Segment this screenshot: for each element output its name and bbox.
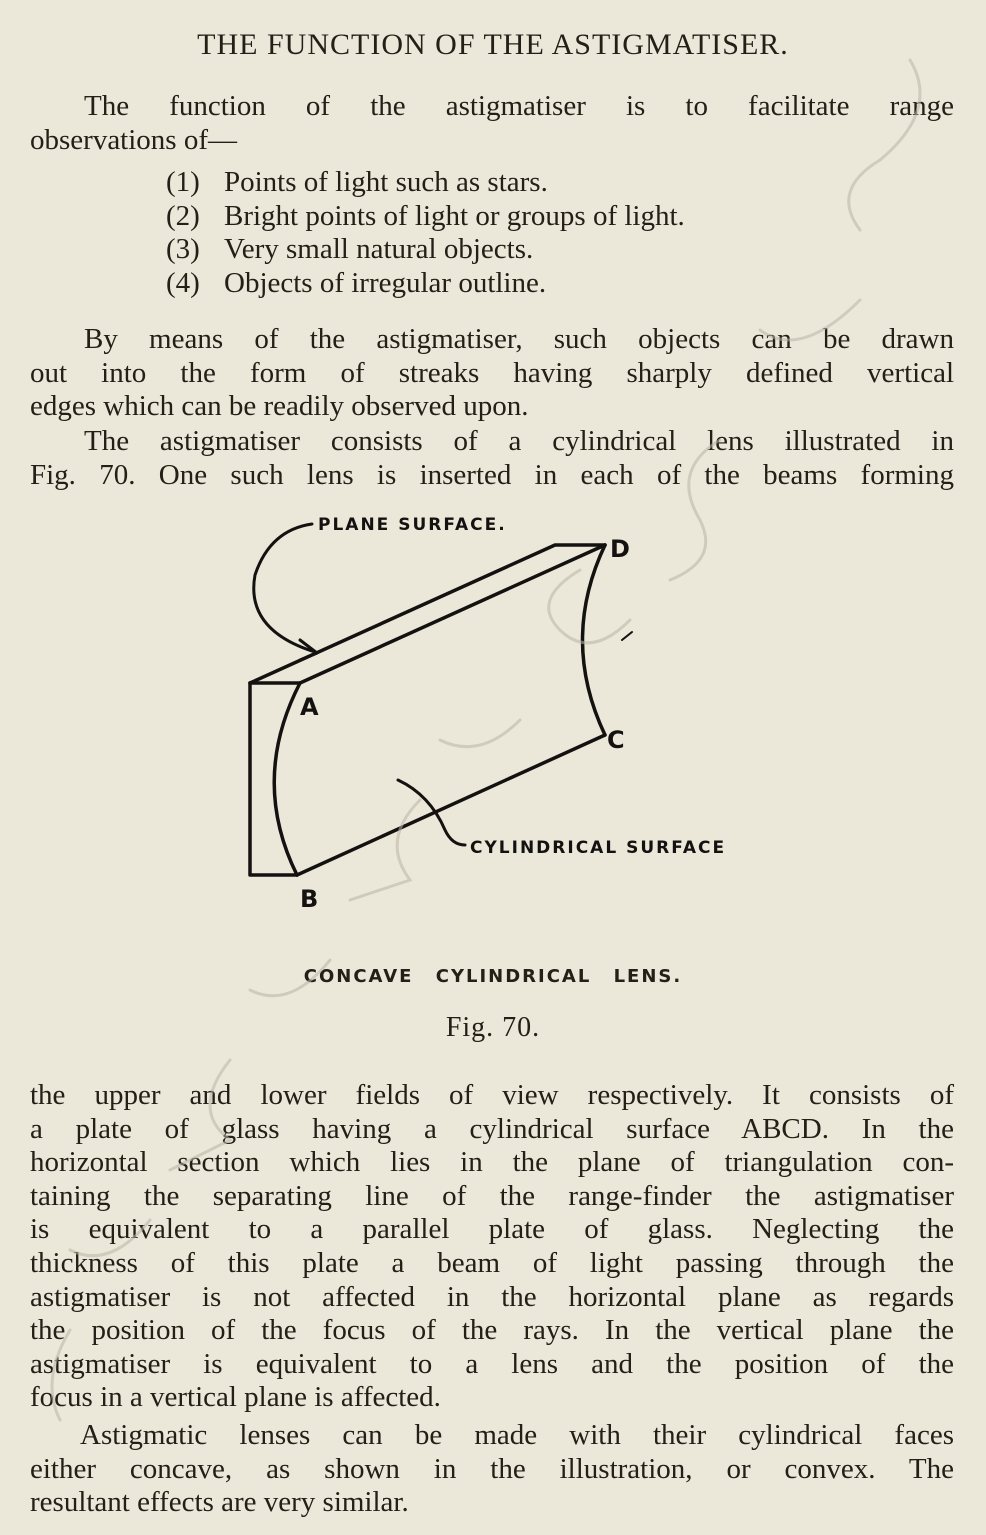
text-line: By means of the astigmatiser, such objects can be drawn	[84, 323, 954, 355]
text-line: astigmatiser is equivalent to a lens and the position of the	[30, 1347, 954, 1380]
text-line: thickness of this plate a beam of light passing through the	[30, 1246, 954, 1279]
paragraph-astigmatic-lenses	[30, 1419, 954, 1520]
plane-surface-pointer	[254, 524, 315, 652]
text-line: Astigmatic lenses can be made with their cylindrical faces	[80, 1419, 954, 1451]
list-number: (4)	[166, 266, 200, 299]
text-line: taining the separating line of the range-finder the astigmatiser	[30, 1179, 954, 1212]
lens-top-inner-edge	[300, 545, 605, 683]
tick-mark	[622, 632, 632, 640]
point-b-label: B	[300, 885, 319, 913]
point-d-label: D	[610, 535, 630, 563]
text-line: astigmatiser is not affected in the horizontal plane as regards	[30, 1280, 954, 1313]
paragraph-upper-lower	[30, 1079, 954, 1415]
text-line: The astigmatiser consists of a cylindrical lens illustrated in	[84, 425, 954, 457]
point-c-label: C	[607, 726, 625, 754]
text-line: a plate of glass having a cylindrical surface ABCD. In the	[30, 1112, 954, 1145]
figure-caption: CONCAVE CYLINDRICAL LENS.	[303, 966, 683, 987]
text-line: either concave, as shown in the illustration, or convex. The	[30, 1452, 954, 1485]
figure-number: Fig. 70.	[445, 1012, 541, 1043]
list-number: (3)	[166, 233, 200, 266]
text-line: resultant effects are very similar.	[30, 1486, 409, 1519]
label-plane-surface: PLANE SURFACE.	[318, 515, 507, 535]
list-text: Bright points of light or groups of light.	[224, 199, 685, 232]
text-line: is equivalent to a parallel plate of glass. Neglecting the	[30, 1213, 954, 1246]
lens-top-edge	[250, 545, 605, 683]
list-text: Very small natural objects.	[224, 233, 534, 266]
curve-a-b	[274, 683, 300, 875]
text-line: Fig. 70. One such lens is inserted in each of the beams forming	[30, 458, 954, 491]
curve-d-c	[583, 545, 606, 735]
text-line: The function of the astigmatiser is to facilitate range	[84, 90, 954, 122]
text-line: the upper and lower fields of view respectively. It consists of	[30, 1079, 954, 1111]
label-cylindrical-surface: CYLINDRICAL SURFACE	[470, 838, 727, 858]
text-line: observations of—	[30, 123, 237, 156]
text-line: out into the form of streaks having sharply defined vertical	[30, 356, 954, 389]
text-line: focus in a vertical plane is affected.	[30, 1381, 441, 1414]
list-text: Points of light such as stars.	[224, 166, 548, 198]
list-number: (1)	[166, 166, 200, 198]
list-text: Objects of irregular outline.	[224, 266, 547, 299]
text-line: horizontal section which lies in the plane of triangulation con-	[30, 1146, 954, 1179]
point-a-label: A	[300, 693, 319, 721]
page-title: THE FUNCTION OF THE ASTIGMATISER.	[197, 28, 789, 61]
text-line: the position of the focus of the rays. In the vertical plane the	[30, 1314, 954, 1347]
text-line: edges which can be readily observed upon.	[30, 390, 529, 423]
list-number: (2)	[166, 199, 200, 232]
